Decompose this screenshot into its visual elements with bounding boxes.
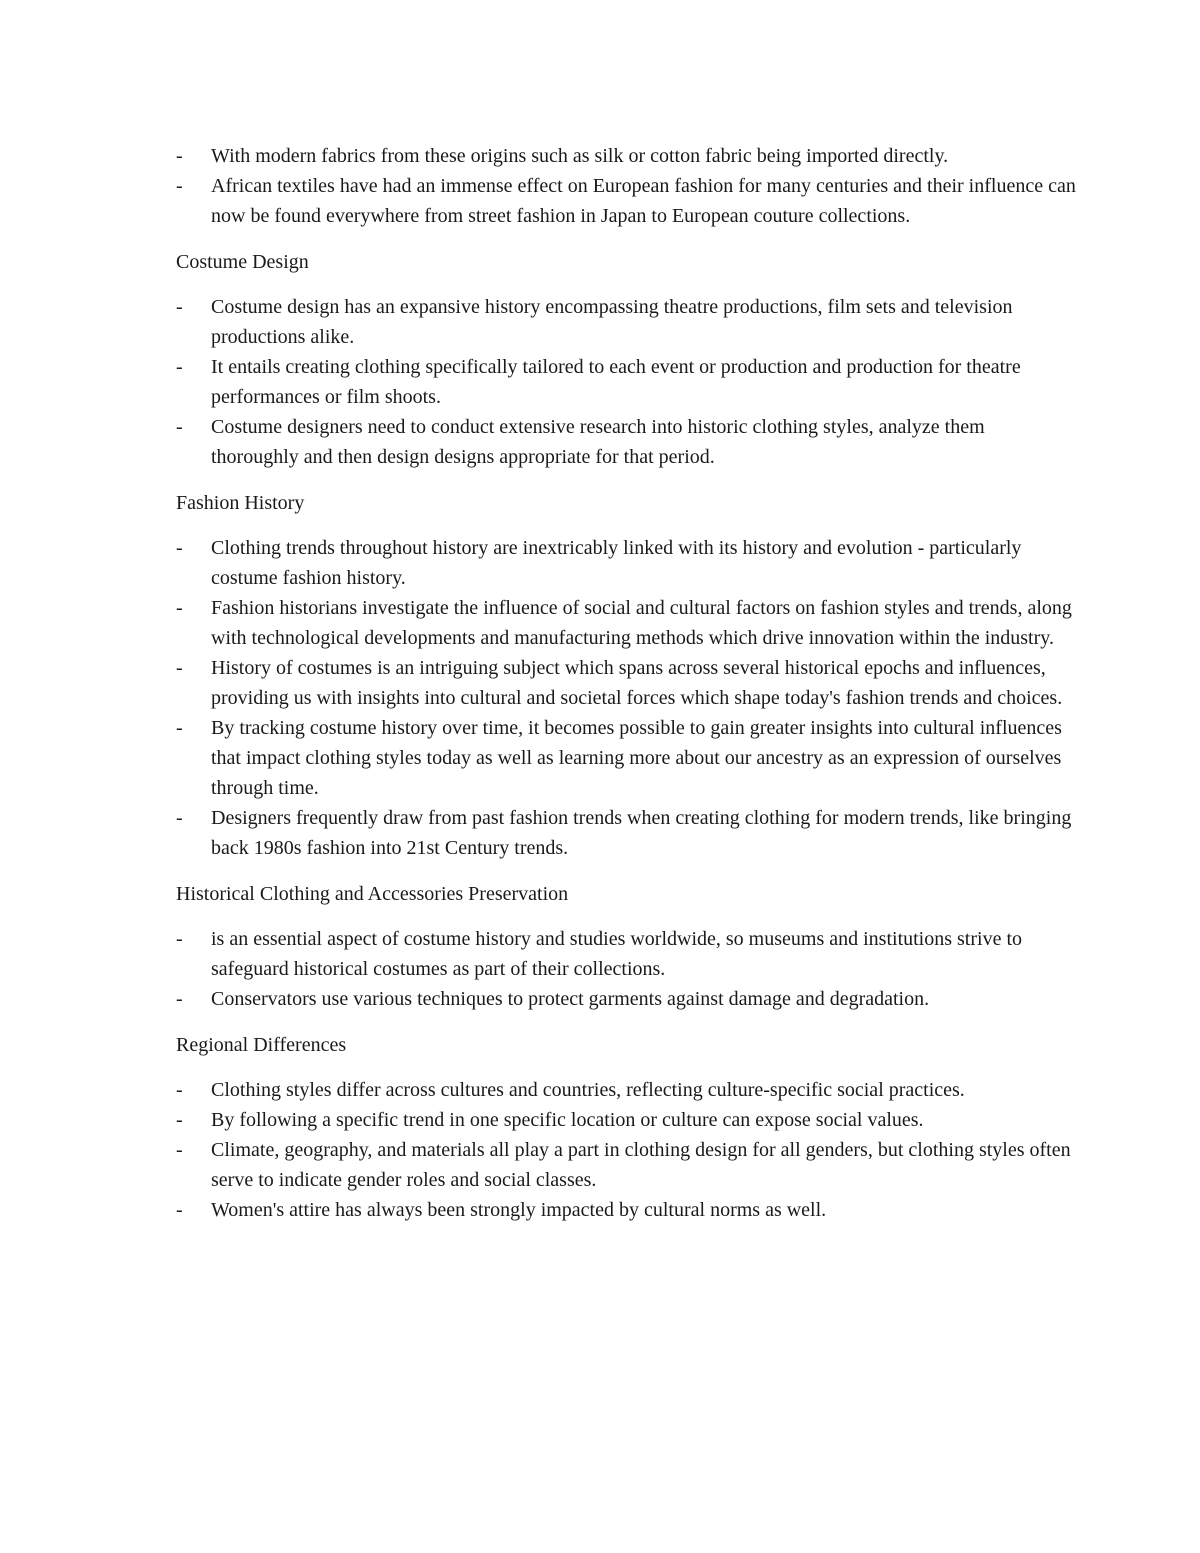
section-heading: Historical Clothing and Accessories Preservation xyxy=(176,883,569,905)
bullet-list xyxy=(176,924,1076,1014)
bullet-dash: - xyxy=(176,988,183,1010)
bullet-dash: - xyxy=(176,537,183,559)
bullet-list xyxy=(176,141,1076,231)
list-item xyxy=(176,292,1076,352)
list-item xyxy=(176,171,1076,231)
bullet-dash: - xyxy=(176,928,183,950)
bullet-dash: - xyxy=(176,356,183,378)
bullet-dash: - xyxy=(176,416,183,438)
list-item xyxy=(176,1075,1076,1105)
list-item xyxy=(176,141,1076,171)
list-item xyxy=(176,803,1076,863)
section-heading: Costume Design xyxy=(176,251,309,273)
bullet-dash: - xyxy=(176,1109,183,1131)
list-item xyxy=(176,1135,1076,1195)
section-heading: Fashion History xyxy=(176,492,305,514)
list-item-text: Designers frequently draw from past fashion trends when creating clothing for modern trends, like bringing back 1980s fashion into 21st Century trends. xyxy=(211,807,1072,859)
section xyxy=(176,488,1076,863)
bullet-dash: - xyxy=(176,657,183,679)
list-item xyxy=(176,1105,1076,1135)
bullet-dash: - xyxy=(176,175,183,197)
bullet-dash: - xyxy=(176,597,183,619)
list-item-text: Climate, geography, and materials all play a part in clothing design for all genders, but clothing styles often serve to indicate gender roles and social classes. xyxy=(211,1139,1071,1191)
bullet-list xyxy=(176,533,1076,863)
section xyxy=(176,141,1076,231)
list-item xyxy=(176,924,1076,984)
list-item xyxy=(176,412,1076,472)
list-item-text: Conservators use various techniques to protect garments against damage and degradation. xyxy=(211,988,930,1010)
bullet-dash: - xyxy=(176,807,183,829)
list-item-text: By following a specific trend in one specific location or culture can expose social values. xyxy=(211,1109,924,1131)
document-page xyxy=(176,141,1076,1225)
list-item-text: With modern fabrics from these origins such as silk or cotton fabric being imported directly. xyxy=(211,145,949,167)
bullet-list xyxy=(176,1075,1076,1225)
bullet-dash: - xyxy=(176,1199,183,1221)
list-item-text: By tracking costume history over time, it becomes possible to gain greater insights into cultural influences that impact clothing styles today as well as learning more about our ancestry as an expression of ourselves through time. xyxy=(211,717,1062,799)
list-item xyxy=(176,352,1076,412)
list-item-text: Women's attire has always been strongly impacted by cultural norms as well. xyxy=(211,1199,827,1221)
list-item-text: Clothing styles differ across cultures and countries, reflecting culture-specific social practices. xyxy=(211,1079,965,1101)
list-item xyxy=(176,533,1076,593)
list-item-text: African textiles have had an immense effect on European fashion for many centuries and their influence can now be found everywhere from street fashion in Japan to European couture collections. xyxy=(211,175,1076,227)
list-item-text: Costume design has an expansive history encompassing theatre productions, film sets and television productions alike. xyxy=(211,296,1013,348)
bullet-dash: - xyxy=(176,717,183,739)
list-item xyxy=(176,713,1076,803)
list-item-text: Costume designers need to conduct extensive research into historic clothing styles, analyze them thoroughly and then design designs appropriate for that period. xyxy=(211,416,985,468)
section xyxy=(176,879,1076,1014)
list-item xyxy=(176,653,1076,713)
list-item-text: is an essential aspect of costume history and studies worldwide, so museums and institutions strive to safeguard historical costumes as part of their collections. xyxy=(211,928,1023,980)
bullet-list xyxy=(176,292,1076,472)
section xyxy=(176,1030,1076,1225)
bullet-dash: - xyxy=(176,296,183,318)
list-item-text: Fashion historians investigate the influence of social and cultural factors on fashion styles and trends, along with technological developments and manufacturing methods which drive innovation within the industry. xyxy=(211,597,1072,649)
bullet-dash: - xyxy=(176,1079,183,1101)
list-item xyxy=(176,593,1076,653)
list-item-text: History of costumes is an intriguing subject which spans across several historical epochs and influences, providing us with insights into cultural and societal forces which shape today's fashion trends and choices. xyxy=(211,657,1063,709)
document-body xyxy=(176,141,1076,1225)
section-heading: Regional Differences xyxy=(176,1034,347,1056)
list-item xyxy=(176,984,1076,1014)
section xyxy=(176,247,1076,472)
list-item xyxy=(176,1195,1076,1225)
list-item-text: It entails creating clothing specifically tailored to each event or production and production for theatre performances or film shoots. xyxy=(211,356,1021,408)
list-item-text: Clothing trends throughout history are inextricably linked with its history and evolution - particularly costume fashion history. xyxy=(211,537,1022,589)
bullet-dash: - xyxy=(176,1139,183,1161)
bullet-dash: - xyxy=(176,145,183,167)
